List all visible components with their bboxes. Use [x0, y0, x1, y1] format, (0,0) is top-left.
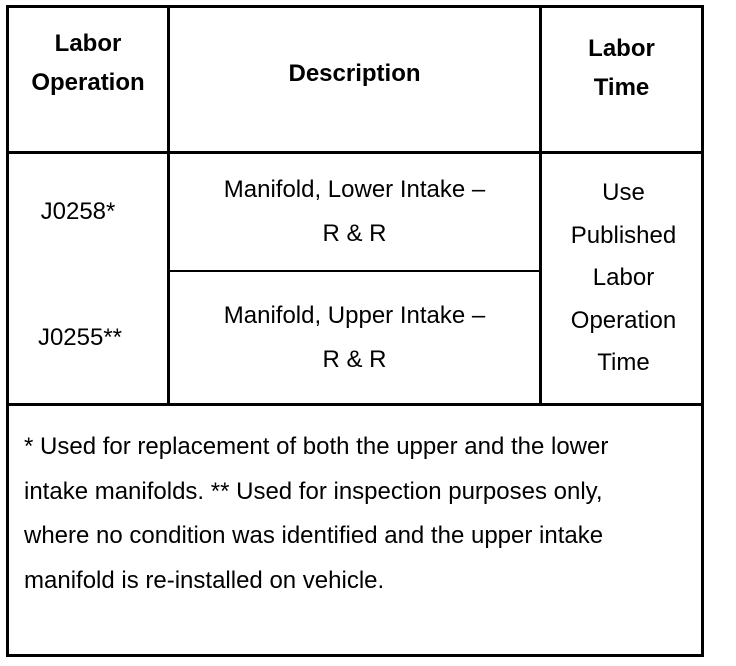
labor-operations-table [6, 5, 704, 657]
table-row-2-code [9, 272, 151, 403]
table-row-1-code [9, 154, 147, 270]
table-border-bottom [6, 654, 704, 657]
table-row-1-description [170, 154, 539, 270]
header-labor-operation-text: Labor Operation [31, 30, 145, 96]
table-row-2-description [170, 272, 539, 403]
footnote: * Used for replacement of both the upper and the lower intake manifolds. ** Used for inspection purposes only, where no condition was identified and the upper intake manifold is re-installed on vehicle. [24, 433, 609, 594]
merged-labor-time-text: Use Published Labor Operation Time [570, 179, 677, 377]
row-1-description-text: Manifold, Lower Intake – R & R [223, 176, 486, 247]
header-labor-time [542, 8, 701, 128]
header-labor-operation [9, 8, 167, 118]
header-description-text: Description [288, 60, 421, 87]
merged-labor-time-cell [542, 154, 705, 403]
row-2-description-text: Manifold, Upper Intake – R & R [223, 301, 486, 373]
row-1-code-text: J0258* [40, 198, 116, 225]
footnote-rule [6, 403, 704, 406]
header-labor-time-text: Labor Time [588, 35, 655, 101]
header-description [170, 8, 539, 139]
row-2-code-text: J0255** [37, 323, 123, 351]
